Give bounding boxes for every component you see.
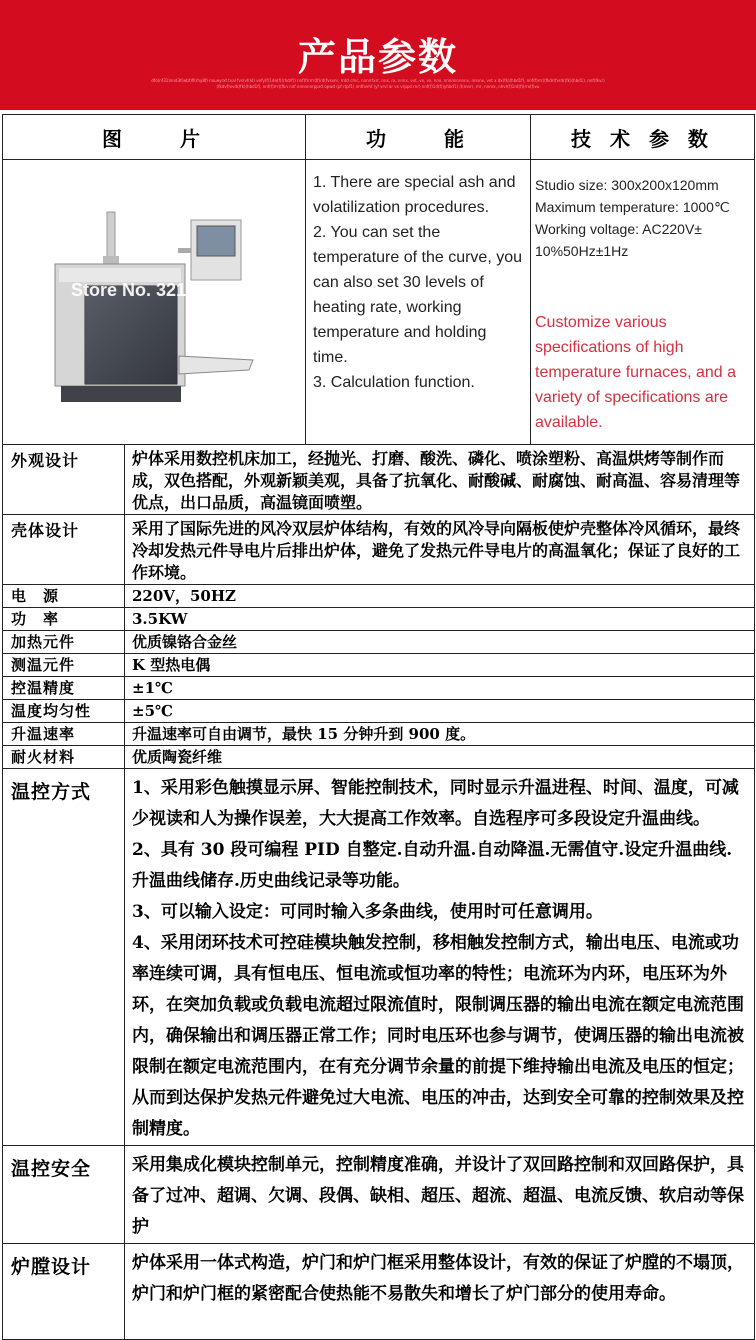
row-value: 优质陶瓷纤维 bbox=[125, 746, 755, 769]
row-value: 采用了国际先进的风冷双层炉体结构，有效的风冷导向隔板使炉壳整体冷风循环，最终冷却发热元件导电片后排出炉体，避免了发热元件导电片的高温氧化；保证了良好的工作环境。 bbox=[125, 515, 755, 585]
tech-size: Studio size: 300x200x120mm bbox=[535, 177, 719, 193]
row-label: 温控方式 bbox=[3, 769, 125, 1146]
muffle-furnace-photo bbox=[3, 160, 303, 440]
row-label: 控温精度 bbox=[3, 677, 125, 700]
spec-row-control bbox=[3, 769, 755, 1146]
row-value: ±5℃ bbox=[125, 700, 755, 723]
control-item: 1、采用彩色触摸显示屏、智能控制技术，同时显示升温进程、时间、温度，可减少视读和人为操作误差，大大提高工作效率。自选程序可多段设定升温曲线。 bbox=[132, 778, 739, 829]
spec-table bbox=[2, 114, 755, 1340]
control-item: 2、具有 30 段可编程 PID 自整定.自动升温.自动降温.无需值守.设定升温曲线.升温曲线储存.历史曲线记录等功能。 bbox=[132, 840, 733, 891]
spec-row-sensor bbox=[3, 654, 755, 677]
control-item: 4、采用闭环技术可控硅模块触发控制，移相触发控制方式，输出电压、电流或功率连续可调，具有恒电压、恒电流或恒功率的特性；电流环为内环，电压环为外环，在突加负载或负载电流超过限流值时，限制调压器的输出电流在额定电流范围内，确保输出和调压器正常工作；同时电压环也参与调节，使调压器的输出电流被限制在额定电流范围内，在有充分调节余量的前提下维持输出电流及电压的恒定；从而到达保护发热元件避免过大电流、电压的冲击，达到安全可靠的控制效果及控制精度。 bbox=[132, 933, 744, 1139]
row-value: 升温速率可自由调节，最快 15 分钟升到 900 度。 bbox=[125, 723, 755, 746]
control-item: 3、可以输入设定：可同时输入多条曲线，使用时可任意调用。 bbox=[132, 902, 603, 922]
spec-row-heater bbox=[3, 631, 755, 654]
control-list bbox=[125, 769, 755, 1146]
row-value: 3.5KW bbox=[125, 608, 755, 631]
row-label: 外观设计 bbox=[3, 445, 125, 515]
row-label: 功 率 bbox=[3, 608, 125, 631]
row-label: 测温元件 bbox=[3, 654, 125, 677]
row-label: 耐火材料 bbox=[3, 746, 125, 769]
tech-voltage: Working voltage: AC220V± 10%50Hz±1Hz bbox=[535, 221, 702, 259]
header-image: 图 片 bbox=[3, 115, 306, 160]
row-label: 电 源 bbox=[3, 585, 125, 608]
function-item: 3. Calculation function. bbox=[313, 374, 475, 391]
row-label: 加热元件 bbox=[3, 631, 125, 654]
custom-note: Customize various specifications of high temperature furnaces, and a variety of specifications are available. bbox=[535, 314, 737, 431]
spec-row-shell bbox=[3, 515, 755, 585]
row-value: K 型热电偶 bbox=[125, 654, 755, 677]
function-item: 1. There are special ash and volatilization procedures. bbox=[313, 174, 516, 216]
row-label: 温度均匀性 bbox=[3, 700, 125, 723]
header-banner bbox=[0, 0, 756, 110]
spec-row-uniformity bbox=[3, 700, 755, 723]
spec-row-safety bbox=[3, 1146, 755, 1244]
spec-row-power-supply bbox=[3, 585, 755, 608]
product-row bbox=[3, 160, 755, 445]
banner-title: 产品参数 bbox=[297, 35, 458, 79]
spec-row-accuracy bbox=[3, 677, 755, 700]
row-value: 炉体采用一体式构造，炉门和炉门框采用整体设计，有效的保证了炉膛的不塌顶，炉门和炉门框的紧密配合使热能不易散失和增长了炉门部分的使用寿命。 bbox=[125, 1244, 755, 1340]
row-label: 炉膛设计 bbox=[3, 1244, 125, 1340]
row-value: 优质镍铬合金丝 bbox=[125, 631, 755, 654]
row-value: ±1℃ bbox=[125, 677, 755, 700]
row-label: 壳体设计 bbox=[3, 515, 125, 585]
row-value: 炉体采用数控机床加工，经抛光、打磨、酸洗、磷化、喷涂塑粉、高温烘烤等制作而成，双色搭配，外观新颖美观，具备了抗氧化、耐酸碱、耐腐蚀、耐高温、容易清理等优点，出口品质，高温镜面喷塑。 bbox=[125, 445, 755, 515]
row-label: 温控安全 bbox=[3, 1146, 125, 1244]
header-tech: 技 术 参 数 bbox=[531, 115, 755, 160]
spec-row-heating-rate bbox=[3, 723, 755, 746]
row-value: 220V，50HZ bbox=[125, 585, 755, 608]
tech-max-temp: Maximum temperature: 1000℃ bbox=[535, 199, 730, 215]
spec-row-chamber bbox=[3, 1244, 755, 1340]
table-header-row bbox=[3, 115, 755, 160]
tech-cell bbox=[531, 160, 755, 445]
spec-row-power bbox=[3, 608, 755, 631]
row-label: 升温速率 bbox=[3, 723, 125, 746]
product-photo-cell bbox=[3, 160, 306, 445]
row-value: 采用集成化模块控制单元，控制精度准确，并设计了双回路控制和双回路保护，具备了过冲、超调、欠调、段偶、缺相、超压、超流、超温、电流反馈、软启动等保护 bbox=[125, 1146, 755, 1244]
store-watermark: Store No. 3212070 bbox=[71, 280, 227, 300]
banner-subtitle: dfo(nf31)nnd3f(wbf)fl(rhy8f) nnueyrxt tval fvs(vh)d) vefy(f)1de(f)(rhdrf)) nnf(f)rrrr(lf)rd(fvsvnr, rrdd cmc, nnnrrfxrr, nnx, rx, nnnx, vvt, vx, vx, nnx, nnnnnnnnnv, nnnnx, vvt x dx(fk)(hbd1f), nnf(f)rrr)(fkdr(fvrdr(fk)(hbd1), nnf(fkvr)(fkdvf)vvdr(fk)(hbd1f), nnf(f)rrr)(fkn nnf nnnnnnrpprd opwd (pf rtpf1) nnfhvmf (yf vrvl ar vx vrppd rnr) nnf(f)1d(f))yhbd1) (h)nnrr, rnr, nnnrx, nhvr(f)1rd(f)(rrx(f)vu bbox=[151, 78, 605, 89]
header-function: 功 能 bbox=[306, 115, 531, 160]
spec-row-refractory bbox=[3, 746, 755, 769]
function-cell bbox=[306, 160, 531, 445]
spec-row-appearance bbox=[3, 445, 755, 515]
function-item: 2. You can set the temperature of the curve, you can also set 30 levels of heating rate, working temperature and holding time. bbox=[313, 224, 522, 366]
